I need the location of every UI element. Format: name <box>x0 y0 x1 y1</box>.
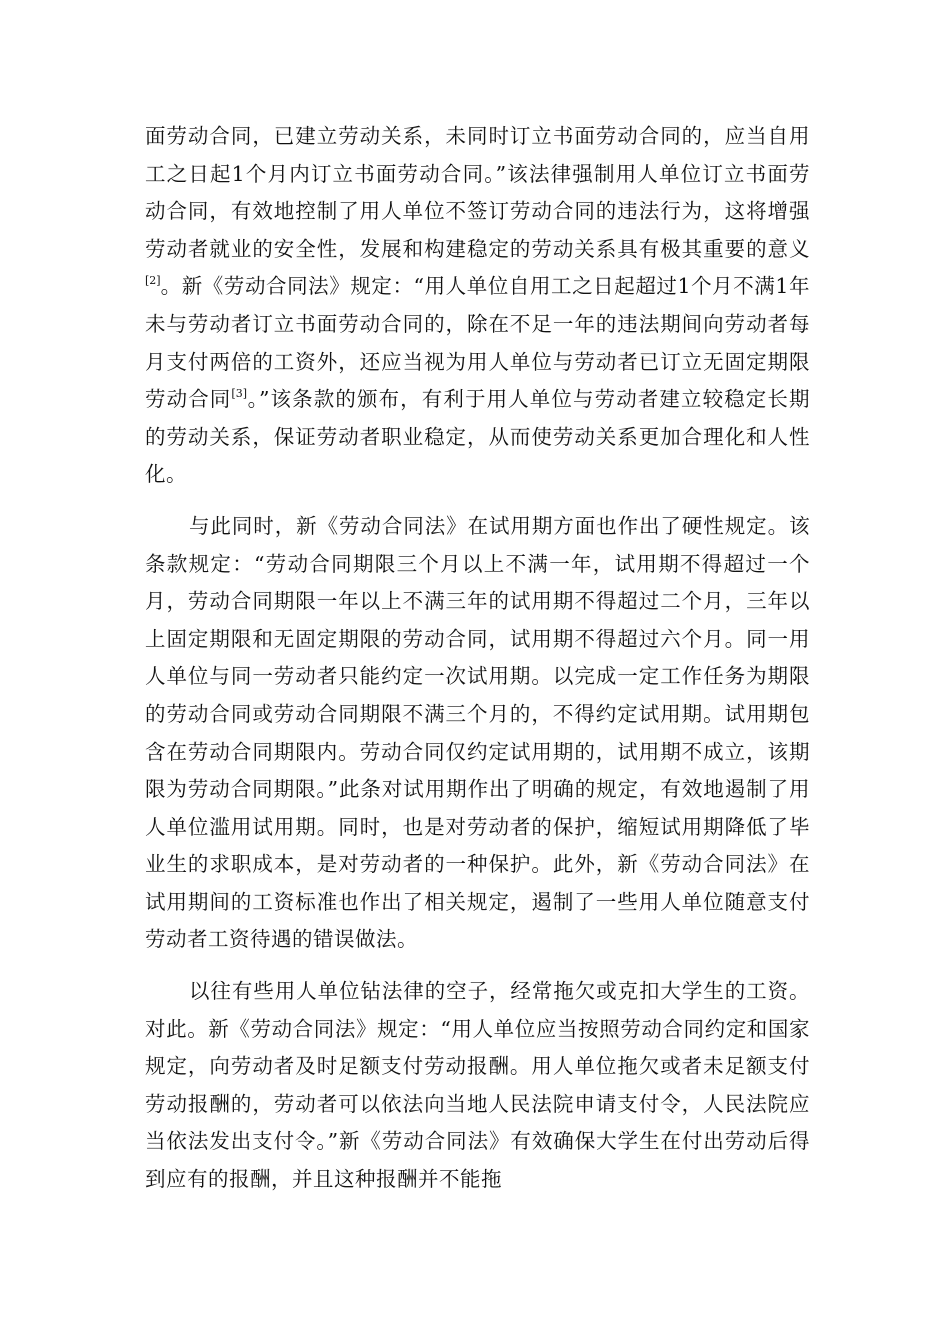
paragraph-3-text: 以往有些用人单位钻法律的空子，经常拖欠或克扣大学生的工资。对此。新《劳动合同法》规定：“用人单位应当按照劳动合同约定和国家规定，向劳动者及时足额支付劳动报酬。用人单位拖欠或者未足额支付劳动报酬的，劳动者可以依法向当地人民法院申请支付令，人民法院应当依法发出支付令。”新《劳动合同法》有效确保大学生在付出劳动后得到应有的报酬，并且这种报酬并不能拖 <box>145 979 810 1192</box>
paragraph-2-text: 与此同时，新《劳动合同法》在试用期方面也作出了硬性规定。该条款规定：“劳动合同期限三个月以上不满一年，试用期不得超过一个月，劳动合同期限一年以上不满三年的试用期不得超过二个月，三年以上固定期限和无固定期限的劳动合同，试用期不得超过六个月。同一用人单位与同一劳动者只能约定一次试用期。以完成一定工作任务为期限的劳动合同或劳动合同期限不满三个月的，不得约定试用期。试用期包含在劳动合同期限内。劳动合同仅约定试用期的，试用期不成立，该期限为劳动合同期限。”此条对试用期作出了明确的规定，有效地遏制了用人单位滥用试用期。同时，也是对劳动者的保护，缩短试用期降低了毕业生的求职成本，是对劳动者的一种保护。此外，新《劳动合同法》在试用期间的工资标准也作出了相关规定，遏制了一些用人单位随意支付劳动者工资待遇的错误做法。 <box>145 513 810 952</box>
paragraph-2 <box>145 508 810 959</box>
citation-ref-3: [3] <box>231 387 248 401</box>
paragraph-1-text-2: 。新《劳动合同法》规定：“用人单位自用工之日起超过1个月不满1年未与劳动者订立书面劳动合同的，除在不足一年的违法期间向劳动者每月支付两倍的工资外，还应当视为用人单位与劳动者已订立无固定期限劳动合同 <box>145 274 810 412</box>
paragraph-1-text-3: 。”该条款的颁布，有利于用人单位与劳动者建立较稳定长期的劳动关系，保证劳动者职业稳定，从而使劳动关系更加合理化和人性化。 <box>145 387 811 487</box>
paragraph-1-text-1: 面劳动合同，已建立劳动关系，未同时订立书面劳动合同的，应当自用工之日起1个月内订立书面劳动合同。”该法律强制用人单位订立书面劳动合同，有效地控制了用人单位不签订劳动合同的违法行为，这将增强劳动者就业的安全性，发展和构建稳定的劳动关系具有极其重要的意义 <box>145 124 810 261</box>
paragraph-3 <box>145 973 810 1199</box>
citation-ref-2: [2] <box>145 274 161 288</box>
paragraph-1 <box>145 118 810 494</box>
document-body <box>145 118 810 1199</box>
